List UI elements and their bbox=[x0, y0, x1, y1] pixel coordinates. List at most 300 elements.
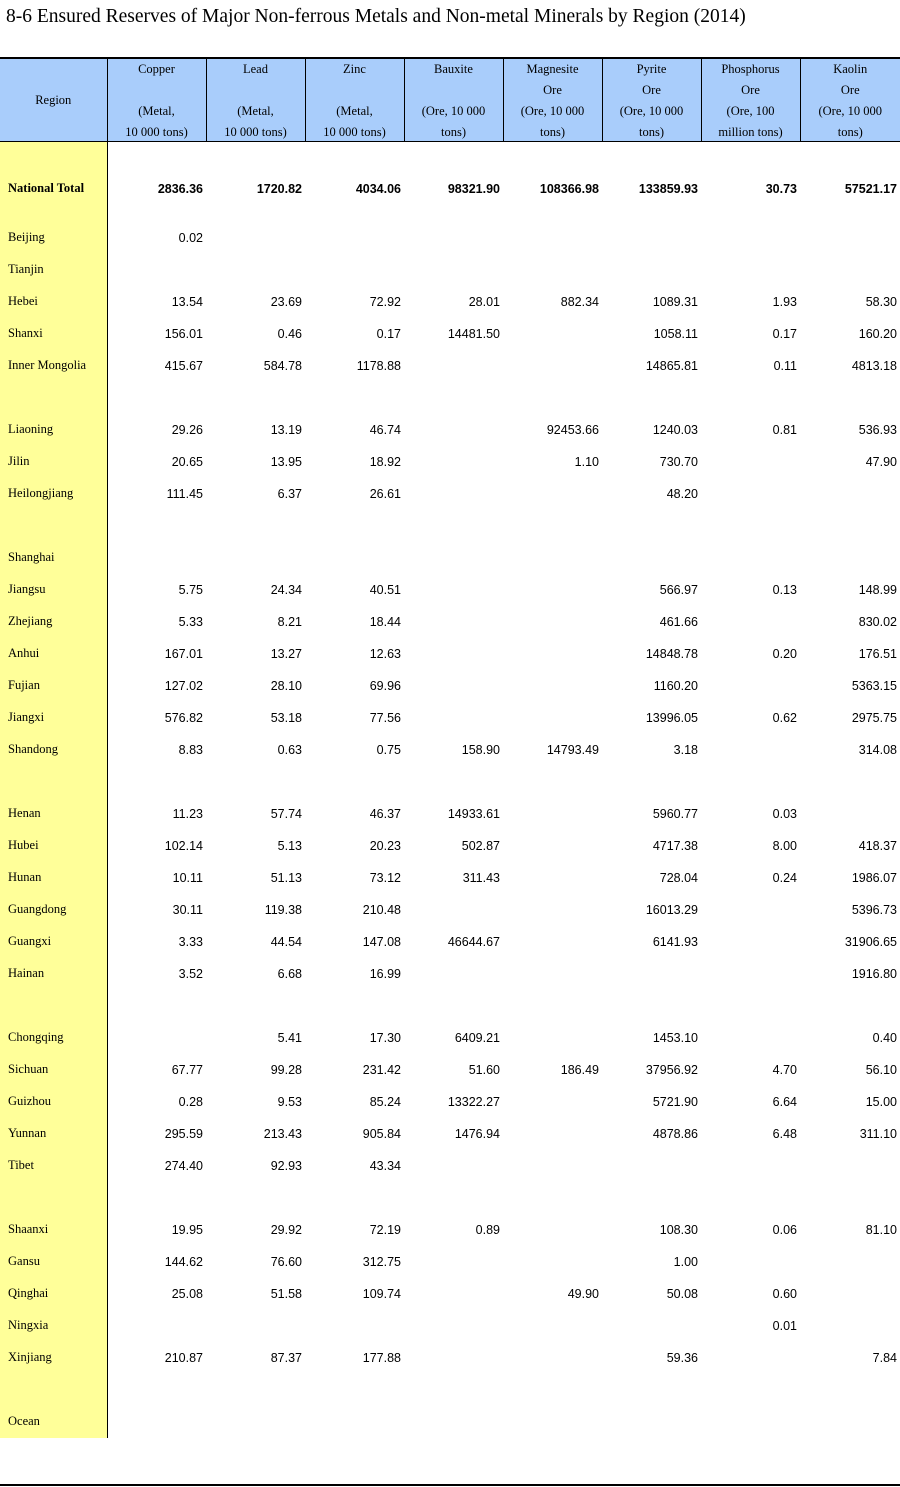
value-cell: 16013.29 bbox=[645, 902, 698, 917]
value-cell: 49.90 bbox=[567, 1286, 599, 1301]
column-header bbox=[404, 59, 503, 142]
value-cell: 1089.31 bbox=[652, 294, 698, 309]
value-cell: 1986.07 bbox=[851, 870, 897, 885]
value-cell bbox=[503, 638, 602, 670]
value-cell bbox=[503, 1246, 602, 1278]
table-row bbox=[0, 1278, 900, 1310]
value-cell: 295.59 bbox=[164, 1126, 203, 1141]
value-cell bbox=[800, 1310, 900, 1342]
value-cell: 77.56 bbox=[369, 710, 401, 725]
value-cell: 0.02 bbox=[178, 230, 203, 245]
region-cell: Yunnan bbox=[0, 1118, 107, 1150]
value-cell bbox=[404, 414, 503, 446]
value-cell bbox=[404, 1246, 503, 1278]
column-header-line: Ore bbox=[741, 83, 760, 97]
value-cell bbox=[602, 1406, 701, 1438]
region-cell: Shandong bbox=[0, 734, 107, 766]
column-header-line: (Ore, 10 000 bbox=[520, 104, 585, 118]
value-cell bbox=[701, 446, 800, 478]
column-header-line: (Metal, bbox=[138, 104, 175, 118]
table-row bbox=[0, 926, 900, 958]
region-cell bbox=[0, 1182, 107, 1214]
region-cell: Anhui bbox=[0, 638, 107, 670]
value-cell bbox=[800, 1278, 900, 1310]
value-cell bbox=[206, 206, 305, 222]
value-cell: 127.02 bbox=[164, 678, 203, 693]
value-cell: 0.46 bbox=[277, 326, 302, 341]
value-cell: 730.70 bbox=[659, 454, 698, 469]
column-header-line: Ore bbox=[543, 83, 562, 97]
region-cell: Jiangxi bbox=[0, 702, 107, 734]
value-cell: 0.62 bbox=[772, 710, 797, 725]
column-header bbox=[206, 59, 305, 142]
value-cell bbox=[305, 1406, 404, 1438]
value-cell: 177.88 bbox=[362, 1350, 401, 1365]
value-cell bbox=[107, 382, 206, 414]
value-cell: 40.51 bbox=[369, 582, 401, 597]
value-cell bbox=[404, 606, 503, 638]
header-row bbox=[0, 59, 900, 142]
value-cell: 0.13 bbox=[772, 582, 797, 597]
value-cell: 1.93 bbox=[772, 294, 797, 309]
value-cell: 6.68 bbox=[277, 966, 302, 981]
region-cell: Xinjiang bbox=[0, 1342, 107, 1374]
column-header-line: tons) bbox=[540, 125, 565, 139]
region-cell: Qinghai bbox=[0, 1278, 107, 1310]
table-row bbox=[0, 702, 900, 734]
value-cell: 1.00 bbox=[673, 1254, 698, 1269]
value-cell bbox=[206, 382, 305, 414]
reserves-table bbox=[0, 59, 900, 1438]
value-cell: 2975.75 bbox=[851, 710, 897, 725]
region-cell bbox=[0, 206, 107, 222]
region-cell: Chongqing bbox=[0, 1022, 107, 1054]
value-cell bbox=[503, 1022, 602, 1054]
spacer-row bbox=[0, 1182, 900, 1214]
value-cell: 56.10 bbox=[865, 1062, 897, 1077]
value-cell bbox=[404, 382, 503, 414]
region-header-label: Region bbox=[35, 92, 72, 107]
value-cell: 4717.38 bbox=[652, 838, 698, 853]
table-row bbox=[0, 734, 900, 766]
value-cell bbox=[503, 830, 602, 862]
column-header-line: million tons) bbox=[718, 125, 783, 139]
value-cell bbox=[602, 990, 701, 1022]
region-cell: Ocean bbox=[0, 1406, 107, 1438]
value-cell bbox=[800, 1246, 900, 1278]
column-header-line: tons) bbox=[639, 125, 664, 139]
value-cell: 73.12 bbox=[369, 870, 401, 885]
value-cell bbox=[701, 958, 800, 990]
value-cell bbox=[503, 606, 602, 638]
table-row bbox=[0, 446, 900, 478]
total-row bbox=[0, 142, 900, 206]
table-row bbox=[0, 1246, 900, 1278]
value-cell bbox=[404, 990, 503, 1022]
value-cell bbox=[404, 206, 503, 222]
value-cell bbox=[503, 574, 602, 606]
value-cell bbox=[503, 1182, 602, 1214]
value-cell: 48.20 bbox=[666, 486, 698, 501]
table-row bbox=[0, 958, 900, 990]
value-cell: 0.81 bbox=[772, 422, 797, 437]
table-row bbox=[0, 286, 900, 318]
value-cell bbox=[107, 766, 206, 798]
value-cell: 415.67 bbox=[164, 358, 203, 373]
value-cell bbox=[800, 1182, 900, 1214]
table-row bbox=[0, 894, 900, 926]
value-cell: 0.20 bbox=[772, 646, 797, 661]
value-cell: 0.06 bbox=[772, 1222, 797, 1237]
value-cell: 50.08 bbox=[666, 1286, 698, 1301]
value-cell: 28.01 bbox=[468, 294, 500, 309]
column-header bbox=[602, 59, 701, 142]
value-cell bbox=[503, 798, 602, 830]
region-header bbox=[0, 59, 107, 142]
value-cell: 6409.21 bbox=[454, 1030, 500, 1045]
value-cell: 213.43 bbox=[263, 1126, 302, 1141]
value-cell: 830.02 bbox=[858, 614, 897, 629]
value-cell bbox=[701, 1342, 800, 1374]
table-row bbox=[0, 1022, 900, 1054]
value-cell: 20.23 bbox=[369, 838, 401, 853]
value-cell: 98321.90 bbox=[447, 181, 500, 196]
region-cell: Shaanxi bbox=[0, 1214, 107, 1246]
value-cell bbox=[404, 254, 503, 286]
region-cell: Heilongjiang bbox=[0, 478, 107, 510]
value-cell: 28.10 bbox=[270, 678, 302, 693]
value-cell: 109.74 bbox=[362, 1286, 401, 1301]
value-cell bbox=[503, 958, 602, 990]
value-cell: 0.17 bbox=[376, 326, 401, 341]
column-header-line: (Metal, bbox=[237, 104, 274, 118]
value-cell bbox=[305, 766, 404, 798]
value-cell: 13996.05 bbox=[645, 710, 698, 725]
value-cell bbox=[602, 222, 701, 254]
value-cell: 51.58 bbox=[270, 1286, 302, 1301]
value-cell bbox=[800, 990, 900, 1022]
region-cell: Tibet bbox=[0, 1150, 107, 1182]
table-row bbox=[0, 1118, 900, 1150]
value-cell: 0.03 bbox=[772, 806, 797, 821]
value-cell: 12.63 bbox=[369, 646, 401, 661]
value-cell: 905.84 bbox=[362, 1126, 401, 1141]
value-cell: 1916.80 bbox=[851, 966, 897, 981]
value-cell bbox=[206, 1182, 305, 1214]
value-cell: 1178.88 bbox=[356, 358, 401, 373]
table-row bbox=[0, 1310, 900, 1342]
value-cell: 85.24 bbox=[369, 1094, 401, 1109]
column-header-line bbox=[155, 80, 158, 101]
value-cell bbox=[503, 478, 602, 510]
value-cell: 99.28 bbox=[270, 1062, 302, 1077]
column-header-line: Kaolin bbox=[833, 62, 868, 76]
value-cell bbox=[404, 478, 503, 510]
value-cell: 29.26 bbox=[171, 422, 203, 437]
value-cell bbox=[503, 1214, 602, 1246]
value-cell bbox=[503, 1310, 602, 1342]
value-cell: 13.27 bbox=[270, 646, 302, 661]
value-cell bbox=[107, 1182, 206, 1214]
value-cell: 8.83 bbox=[178, 742, 203, 757]
value-cell bbox=[206, 222, 305, 254]
value-cell: 502.87 bbox=[461, 838, 500, 853]
value-cell bbox=[503, 1406, 602, 1438]
value-cell: 576.82 bbox=[164, 710, 203, 725]
value-cell bbox=[206, 1406, 305, 1438]
column-header-line bbox=[353, 80, 356, 101]
value-cell bbox=[701, 1150, 800, 1182]
value-cell bbox=[800, 206, 900, 222]
value-cell bbox=[503, 254, 602, 286]
value-cell: 5.13 bbox=[277, 838, 302, 853]
value-cell: 92453.66 bbox=[546, 422, 599, 437]
value-cell bbox=[701, 1406, 800, 1438]
value-cell bbox=[503, 1374, 602, 1406]
value-cell bbox=[701, 1374, 800, 1406]
value-cell: 25.08 bbox=[171, 1286, 203, 1301]
value-cell: 4813.18 bbox=[851, 358, 897, 373]
table-row bbox=[0, 1342, 900, 1374]
value-cell bbox=[701, 670, 800, 702]
region-cell: Hubei bbox=[0, 830, 107, 862]
value-cell: 3.33 bbox=[178, 934, 203, 949]
value-cell: 6141.93 bbox=[652, 934, 698, 949]
value-cell: 1.10 bbox=[574, 454, 599, 469]
region-cell: Zhejiang bbox=[0, 606, 107, 638]
value-cell bbox=[800, 766, 900, 798]
table-row bbox=[0, 1406, 900, 1438]
value-cell: 1160.20 bbox=[653, 678, 698, 693]
value-cell bbox=[800, 382, 900, 414]
value-cell: 13322.27 bbox=[447, 1094, 500, 1109]
table-row bbox=[0, 542, 900, 574]
value-cell: 1453.10 bbox=[652, 1030, 698, 1045]
value-cell: 4.70 bbox=[772, 1062, 797, 1077]
value-cell bbox=[503, 206, 602, 222]
value-cell bbox=[602, 206, 701, 222]
value-cell: 10.11 bbox=[172, 870, 203, 885]
value-cell: 5.75 bbox=[178, 582, 203, 597]
value-cell: 24.34 bbox=[270, 582, 302, 597]
value-cell bbox=[206, 510, 305, 542]
value-cell bbox=[107, 1374, 206, 1406]
value-cell: 5396.73 bbox=[851, 902, 897, 917]
value-cell: 43.34 bbox=[369, 1158, 401, 1173]
value-cell bbox=[107, 1310, 206, 1342]
region-cell: Jiangsu bbox=[0, 574, 107, 606]
value-cell bbox=[602, 542, 701, 574]
value-cell bbox=[503, 318, 602, 350]
value-cell bbox=[503, 862, 602, 894]
value-cell: 102.14 bbox=[164, 838, 203, 853]
value-cell: 566.97 bbox=[659, 582, 698, 597]
value-cell bbox=[305, 510, 404, 542]
column-header-line: 10 000 tons) bbox=[224, 125, 287, 139]
value-cell bbox=[404, 542, 503, 574]
value-cell: 14865.81 bbox=[645, 358, 698, 373]
region-cell: Jilin bbox=[0, 446, 107, 478]
value-cell: 87.37 bbox=[270, 1350, 302, 1365]
value-cell: 72.19 bbox=[369, 1222, 401, 1237]
value-cell: 13.95 bbox=[270, 454, 302, 469]
value-cell: 11.23 bbox=[172, 806, 203, 821]
value-cell: 882.34 bbox=[560, 294, 599, 309]
value-cell: 4878.86 bbox=[652, 1126, 698, 1141]
value-cell bbox=[305, 254, 404, 286]
region-cell: Tianjin bbox=[0, 254, 107, 286]
table-row bbox=[0, 254, 900, 286]
value-cell: 274.40 bbox=[164, 1158, 203, 1173]
column-header-line: Magnesite bbox=[526, 62, 579, 76]
region-cell bbox=[0, 1374, 107, 1406]
value-cell bbox=[206, 990, 305, 1022]
value-cell: 26.61 bbox=[369, 486, 401, 501]
value-cell: 57.74 bbox=[270, 806, 302, 821]
column-header-line: Copper bbox=[138, 62, 175, 76]
value-cell: 5960.77 bbox=[652, 806, 698, 821]
value-cell: 0.60 bbox=[772, 1286, 797, 1301]
value-cell bbox=[404, 574, 503, 606]
value-cell bbox=[404, 1278, 503, 1310]
table-row bbox=[0, 1086, 900, 1118]
value-cell bbox=[404, 894, 503, 926]
value-cell: 167.01 bbox=[164, 646, 203, 661]
table-row bbox=[0, 222, 900, 254]
value-cell bbox=[503, 670, 602, 702]
region-cell: Guangdong bbox=[0, 894, 107, 926]
value-cell: 0.01 bbox=[772, 1318, 797, 1333]
value-cell: 18.92 bbox=[369, 454, 401, 469]
table-row bbox=[0, 350, 900, 382]
value-cell: 92.93 bbox=[270, 1158, 302, 1173]
value-cell bbox=[305, 1374, 404, 1406]
value-cell bbox=[404, 1150, 503, 1182]
table-row bbox=[0, 574, 900, 606]
column-header-line: 10 000 tons) bbox=[323, 125, 386, 139]
table-row bbox=[0, 862, 900, 894]
value-cell: 14848.78 bbox=[645, 646, 698, 661]
value-cell: 0.89 bbox=[475, 1222, 500, 1237]
column-header-line: (Ore, 10 000 bbox=[619, 104, 684, 118]
value-cell bbox=[800, 510, 900, 542]
value-cell: 51.60 bbox=[468, 1062, 500, 1077]
value-cell bbox=[800, 254, 900, 286]
value-cell bbox=[602, 254, 701, 286]
region-cell: Sichuan bbox=[0, 1054, 107, 1086]
value-cell: 728.04 bbox=[659, 870, 698, 885]
value-cell bbox=[800, 1374, 900, 1406]
value-cell bbox=[404, 958, 503, 990]
value-cell bbox=[206, 1310, 305, 1342]
value-cell: 0.75 bbox=[376, 742, 401, 757]
value-cell: 186.49 bbox=[560, 1062, 599, 1077]
region-cell: Hebei bbox=[0, 286, 107, 318]
value-cell bbox=[107, 1022, 206, 1054]
value-cell bbox=[503, 702, 602, 734]
value-cell bbox=[206, 1374, 305, 1406]
value-cell: 72.92 bbox=[369, 294, 401, 309]
value-cell: 111.45 bbox=[166, 486, 203, 501]
region-cell: Gansu bbox=[0, 1246, 107, 1278]
value-cell bbox=[602, 382, 701, 414]
value-cell: 81.10 bbox=[865, 1222, 897, 1237]
value-cell bbox=[305, 1182, 404, 1214]
column-header bbox=[305, 59, 404, 142]
value-cell: 210.87 bbox=[164, 1350, 203, 1365]
value-cell bbox=[503, 990, 602, 1022]
region-cell: Guangxi bbox=[0, 926, 107, 958]
value-cell: 46.37 bbox=[369, 806, 401, 821]
value-cell: 16.99 bbox=[369, 966, 401, 981]
value-cell bbox=[404, 1342, 503, 1374]
region-cell: Liaoning bbox=[0, 414, 107, 446]
value-cell: 20.65 bbox=[171, 454, 203, 469]
value-cell bbox=[107, 990, 206, 1022]
value-cell: 14793.49 bbox=[546, 742, 599, 757]
region-cell: Inner Mongolia bbox=[0, 350, 107, 382]
value-cell: 0.17 bbox=[772, 326, 797, 341]
table-row bbox=[0, 606, 900, 638]
column-header-line: tons) bbox=[441, 125, 466, 139]
value-cell bbox=[800, 222, 900, 254]
value-cell: 14933.61 bbox=[447, 806, 500, 821]
value-cell: 5721.90 bbox=[652, 1094, 698, 1109]
table-row bbox=[0, 670, 900, 702]
value-cell: 311.43 bbox=[462, 870, 500, 885]
value-cell bbox=[503, 1118, 602, 1150]
value-cell bbox=[503, 894, 602, 926]
value-cell bbox=[602, 1182, 701, 1214]
table-body bbox=[0, 142, 900, 1438]
value-cell bbox=[503, 542, 602, 574]
value-cell bbox=[404, 1310, 503, 1342]
value-cell: 17.30 bbox=[369, 1030, 401, 1045]
table-row bbox=[0, 830, 900, 862]
value-cell: 46644.67 bbox=[447, 934, 500, 949]
value-cell: 160.20 bbox=[858, 326, 897, 341]
value-cell bbox=[701, 734, 800, 766]
value-cell bbox=[800, 478, 900, 510]
value-cell bbox=[404, 1182, 503, 1214]
table-row bbox=[0, 414, 900, 446]
region-cell: Fujian bbox=[0, 670, 107, 702]
table-row bbox=[0, 478, 900, 510]
column-header-line: 10 000 tons) bbox=[125, 125, 188, 139]
value-cell: 8.00 bbox=[772, 838, 797, 853]
value-cell: 144.62 bbox=[164, 1254, 203, 1269]
value-cell bbox=[701, 766, 800, 798]
table-row bbox=[0, 638, 900, 670]
region-cell bbox=[0, 990, 107, 1022]
value-cell: 46.74 bbox=[369, 422, 401, 437]
value-cell: 31906.65 bbox=[844, 934, 897, 949]
value-cell: 0.28 bbox=[178, 1094, 203, 1109]
value-cell: 0.63 bbox=[277, 742, 302, 757]
value-cell bbox=[602, 1374, 701, 1406]
region-cell bbox=[0, 510, 107, 542]
value-cell bbox=[602, 1310, 701, 1342]
value-cell bbox=[701, 990, 800, 1022]
value-cell: 0.40 bbox=[872, 1030, 897, 1045]
value-cell bbox=[701, 926, 800, 958]
region-cell bbox=[0, 766, 107, 798]
column-header-line: Zinc bbox=[343, 62, 366, 76]
value-cell bbox=[701, 510, 800, 542]
value-cell bbox=[602, 1150, 701, 1182]
value-cell: 76.60 bbox=[270, 1254, 302, 1269]
value-cell bbox=[701, 542, 800, 574]
